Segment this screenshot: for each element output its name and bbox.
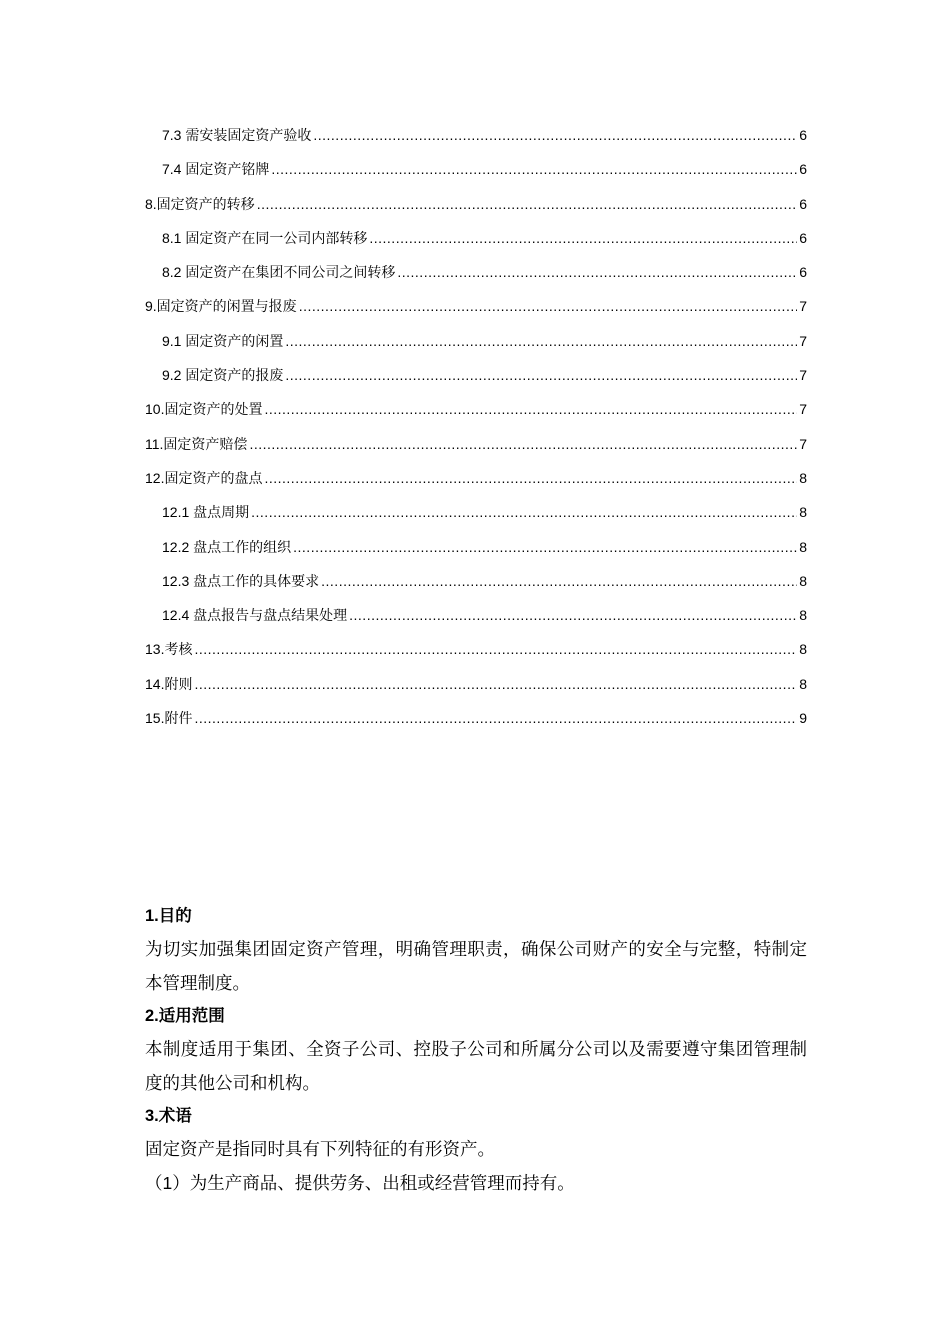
toc-dot-leader — [349, 605, 797, 625]
toc-entry-title: 13.考核 — [145, 641, 193, 658]
toc-page-number: 8 — [799, 607, 807, 624]
toc-entry[interactable] — [145, 125, 807, 159]
purpose-paragraph: 为切实加强集团固定资产管理，明确管理职责，确保公司财产的安全与完整，特制定本管理制度。 — [145, 939, 807, 993]
toc-dot-leader — [194, 639, 797, 659]
toc-entry-title: 8.2 固定资产在集团不同公司之间转移 — [162, 264, 396, 281]
toc-entry[interactable] — [145, 708, 807, 742]
terms-paragraph: 固定资产是指同时具有下列特征的有形资产。 — [145, 1139, 495, 1159]
toc-entry[interactable] — [145, 537, 807, 571]
toc-entry[interactable] — [145, 228, 807, 262]
toc-entry[interactable] — [145, 159, 807, 193]
toc-entry[interactable] — [145, 399, 807, 433]
toc-entry[interactable] — [145, 365, 807, 399]
toc-page-number: 6 — [799, 195, 807, 212]
toc-entry[interactable] — [145, 468, 807, 502]
toc-entry-title: 14.附则 — [145, 675, 193, 692]
toc-page-number: 6 — [799, 127, 807, 143]
toc-dot-leader — [251, 502, 797, 522]
scope-paragraph: 本制度适用于集团、全资子公司、控股子公司和所属分公司以及需要遵守集团管理制度的其他公司和机构。 — [145, 1039, 807, 1093]
toc-page-number: 8 — [799, 469, 807, 486]
toc-dot-leader — [321, 571, 797, 591]
toc-entry-title: 12.2 盘点工作的组织 — [162, 538, 292, 555]
toc-entry-title: 10.固定资产的处置 — [145, 401, 263, 418]
section-heading-terms: 3.术语 — [145, 1107, 192, 1125]
toc-dot-leader — [293, 537, 797, 557]
toc-entry-title: 12.1 盘点周期 — [162, 504, 250, 521]
toc-page-number: 8 — [799, 538, 807, 555]
toc-entry[interactable] — [145, 434, 807, 468]
toc-page-number: 7 — [799, 367, 807, 384]
toc-dot-leader — [313, 125, 797, 145]
toc-dot-leader — [397, 262, 797, 282]
toc-dot-leader — [257, 194, 798, 214]
toc-page-number: 6 — [799, 264, 807, 281]
toc-page-number: 7 — [799, 298, 807, 315]
toc-page-number: 9 — [799, 710, 807, 727]
toc-entry[interactable] — [145, 674, 807, 708]
toc-entry[interactable] — [145, 502, 807, 536]
toc-entry-title: 11.固定资产赔偿 — [145, 435, 248, 452]
toc-entry-title: 9.2 固定资产的报废 — [162, 367, 284, 384]
toc-page-number: 8 — [799, 572, 807, 589]
toc-entry[interactable] — [145, 331, 807, 365]
terms-list-item: （1）为生产商品、提供劳务、出租或经营管理而持有。 — [145, 1173, 575, 1193]
section-heading-scope: 2.适用范围 — [145, 1007, 225, 1025]
toc-entry-title: 12.固定资产的盘点 — [145, 469, 263, 486]
toc-entry-title: 8.1 固定资产在同一公司内部转移 — [162, 229, 368, 246]
toc-entry[interactable] — [145, 571, 807, 605]
toc-dot-leader — [271, 159, 797, 179]
table-of-contents — [145, 125, 807, 742]
toc-dot-leader — [194, 708, 797, 728]
toc-dot-leader — [264, 399, 797, 419]
toc-entry[interactable] — [145, 194, 807, 228]
toc-page-number: 7 — [799, 435, 807, 452]
toc-entry[interactable] — [145, 262, 807, 296]
toc-page-number: 7 — [799, 332, 807, 349]
toc-page-number: 6 — [799, 161, 807, 178]
toc-dot-leader — [369, 228, 797, 248]
toc-entry-title: 8.固定资产的转移 — [145, 195, 255, 212]
toc-entry-title: 15.附件 — [145, 710, 193, 727]
toc-entry[interactable] — [145, 605, 807, 639]
toc-dot-leader — [264, 468, 797, 488]
toc-dot-leader — [249, 434, 797, 454]
toc-entry-title: 7.4 固定资产铭牌 — [162, 161, 270, 178]
toc-entry-title: 12.3 盘点工作的具体要求 — [162, 572, 320, 589]
toc-dot-leader — [299, 296, 798, 316]
toc-entry-title: 7.3 需安装固定资产验收 — [162, 127, 312, 143]
toc-page-number: 8 — [799, 675, 807, 692]
toc-entry[interactable] — [145, 639, 807, 673]
document-body — [145, 900, 807, 1200]
toc-page-number: 8 — [799, 504, 807, 521]
toc-dot-leader — [285, 365, 797, 385]
toc-page-number: 7 — [799, 401, 807, 418]
toc-page-number: 6 — [799, 229, 807, 246]
toc-entry-title: 9.1 固定资产的闲置 — [162, 332, 284, 349]
toc-dot-leader — [285, 331, 797, 351]
toc-entry-title: 9.固定资产的闲置与报废 — [145, 298, 297, 315]
toc-entry[interactable] — [145, 296, 807, 330]
toc-page-number: 8 — [799, 641, 807, 658]
toc-dot-leader — [194, 674, 797, 694]
toc-entry-title: 12.4 盘点报告与盘点结果处理 — [162, 607, 348, 624]
section-heading-purpose: 1.目的 — [145, 907, 192, 925]
